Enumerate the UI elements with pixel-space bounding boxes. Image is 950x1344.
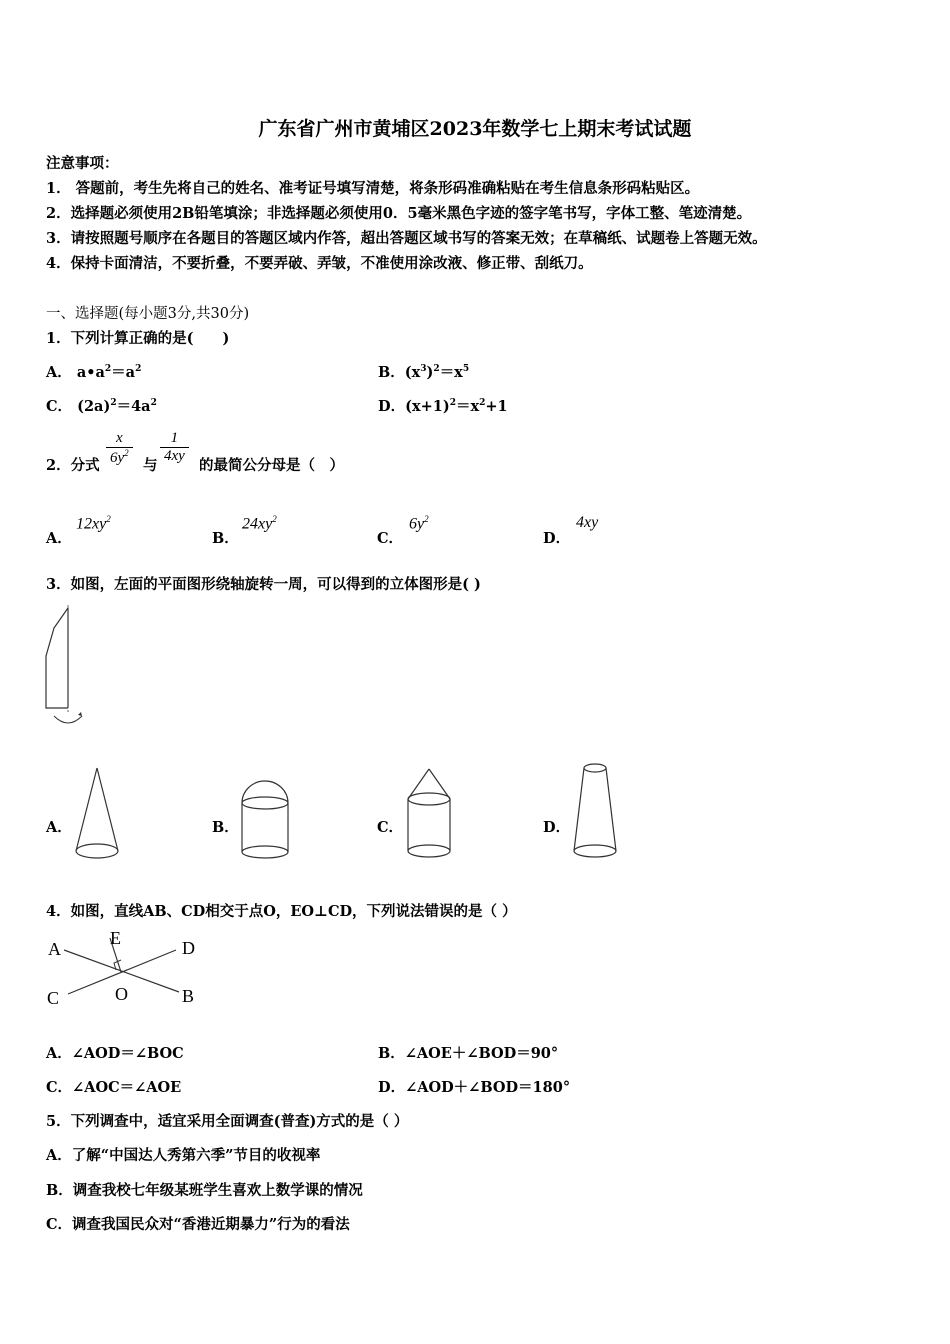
- q3-stem: 3．如图，左面的平面图形绕轴旋转一周，可以得到的立体图形是( ): [46, 576, 481, 593]
- point-label-b: B: [182, 986, 195, 1006]
- q4-option-d[interactable]: D．∠AOD＋∠BOD＝180°: [378, 1079, 571, 1096]
- q3-option-d-frustum[interactable]: [570, 760, 620, 864]
- q3-option-d-label[interactable]: D．: [543, 819, 571, 836]
- q2-mid: 与: [143, 457, 158, 474]
- page-title: 广东省广州市黄埔区2023年数学七上期末考试试题: [258, 118, 692, 140]
- q2-option-b-value[interactable]: $24xy^2$: [242, 514, 277, 533]
- q2-option-a-value[interactable]: $12xy^2$: [76, 514, 111, 533]
- q2-prefix: 2．分式: [46, 457, 100, 474]
- notice-heading: 注意事项：: [46, 155, 119, 172]
- point-label-c: C: [47, 988, 60, 1008]
- q1-stem: 1．下列计算正确的是( ): [46, 330, 230, 347]
- notice-item-4: 4．保持卡面清洁，不要折叠，不要弄破、弄皱，不准使用涂改液、修正带、刮纸刀。: [46, 255, 593, 272]
- q3-option-b-label[interactable]: B．: [212, 819, 239, 836]
- q1-option-b[interactable]: B．$(x^3)^2=x^5$: [378, 364, 470, 381]
- notice-item-1: 1． 答题前，考生先将自己的姓名、准考证号填写清楚，将条形码准确粘贴在考生信息条形码粘贴区。: [46, 180, 700, 197]
- q4-option-a[interactable]: A．∠AOD＝∠BOC: [46, 1045, 184, 1062]
- q2-fraction-2: $\frac{1}{4xy}$: [160, 430, 189, 465]
- q3-option-b-cylinder-hemisphere[interactable]: [238, 778, 292, 866]
- q5-option-b[interactable]: B．调查我校七年级某班学生喜欢上数学课的情况: [46, 1182, 363, 1199]
- q2-option-d-value: 4xy: [576, 514, 599, 531]
- point-label-a: A: [48, 939, 61, 959]
- q2-option-b-label[interactable]: B．: [212, 530, 239, 547]
- q2-suffix: 的最简公分母是（ ）: [199, 457, 344, 474]
- q1-option-a[interactable]: A． $a•a^2=a^2$: [46, 364, 142, 381]
- q3-option-a-label[interactable]: A．: [46, 819, 72, 836]
- q2-option-d-label[interactable]: D．: [543, 530, 571, 547]
- q2-fraction-1: $\frac{x}{6y^2}$: [106, 430, 133, 467]
- notice-item-2: 2．选择题必须使用2B铅笔填涂；非选择题必须使用0．5毫米黑色字迹的签字笔书写，字体工整、笔迹清楚。: [46, 205, 752, 222]
- q4-option-b[interactable]: B．∠AOE＋∠BOD＝90°: [378, 1045, 559, 1062]
- q5-option-c[interactable]: C．调查我国民众对“香港近期暴力”行为的看法: [46, 1216, 350, 1233]
- q4-option-c[interactable]: C．∠AOC＝∠AOE: [46, 1079, 182, 1096]
- q4-intersecting-lines-figure: [44, 925, 214, 1015]
- q3-option-a-cone[interactable]: [72, 765, 122, 865]
- point-label-e: E: [110, 928, 121, 948]
- notice-item-3: 3．请按照题号顺序在各题目的答题区域内作答，超出答题区域书写的答案无效；在草稿纸、试题卷上答题无效。: [46, 230, 767, 247]
- q2-option-a-label[interactable]: A．: [46, 530, 72, 547]
- q4-stem: 4．如图，直线AB、CD相交于点O，EO⊥CD，下列说法错误的是（ ）: [46, 903, 517, 920]
- q5-stem: 5．下列调查中，适宜采用全面调查(普查)方式的是（ ）: [46, 1113, 409, 1130]
- section-heading: 一、选择题(每小题3分,共30分): [46, 306, 250, 322]
- q5-option-a[interactable]: A．了解“中国达人秀第六季”节目的收视率: [46, 1147, 321, 1164]
- q3-option-c-label[interactable]: C．: [377, 819, 404, 836]
- q3-option-c-cone-cylinder[interactable]: [402, 764, 456, 864]
- q1-option-d[interactable]: D．$(x+1)^2=x^2+1$: [378, 398, 508, 415]
- q2-option-c-value[interactable]: $6y^2$: [409, 514, 429, 533]
- q2-option-c-label[interactable]: C．: [377, 530, 404, 547]
- q3-plane-figure: [44, 600, 89, 730]
- point-label-d: D: [182, 938, 195, 958]
- point-label-o: O: [115, 984, 128, 1004]
- q1-option-c[interactable]: C． $(2a)^2=4a^2$: [46, 398, 157, 415]
